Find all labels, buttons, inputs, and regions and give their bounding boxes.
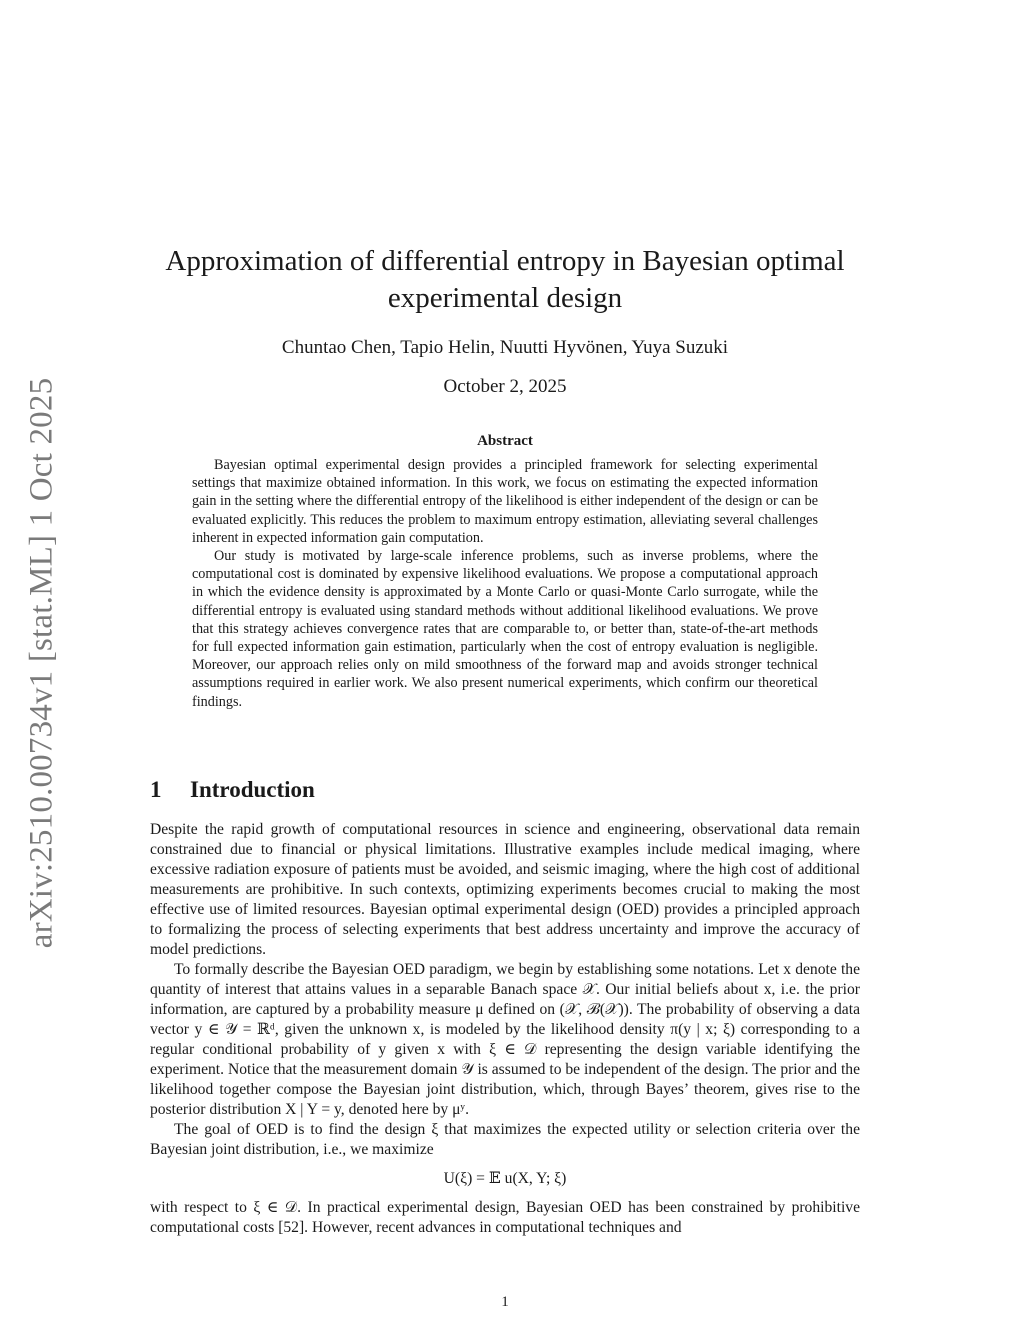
introduction-body [150, 820, 860, 1238]
title-line-2: experimental design [387, 282, 623, 314]
arxiv-stamp [17, 368, 67, 958]
section-number: 1 [150, 777, 162, 802]
title-line-1: Approximation of differential entropy in Bayesian optimal [165, 245, 845, 277]
abstract-paragraph: Our study is motivated by large-scale inference problems, such as inverse problems, where the computational cost is dominated by expensive likelihood evaluations. We propose a computational approach in which the evidence density is approximated by a Monte Carlo or quasi-Monte Carlo surrogate, while the differential entropy is evaluated using standard methods without additional likelihood evaluations. We prove that this strategy achieves convergence rates that are comparable to, or better than, state-of-the-art methods for full expected information gain estimation, particularly when the cost of entropy evaluation is negligible. Moreover, our approach relies only on mild smoothness of the forward map and avoids stronger technical assumptions required in earlier work. We also present numerical experiments, which confirm our theoretical findings. [192, 548, 818, 710]
abstract-body [192, 456, 818, 711]
authors: Chuntao Chen, Tapio Helin, Nuutti Hyvönen, Yuya Suzuki [281, 337, 729, 358]
abstract-paragraph: Bayesian optimal experimental design provides a principled framework for selecting experimental settings that maximize obtained information. In this work, we focus on estimating the expected information gain in the setting where the differential entropy of the likelihood is either independent of the design or can be evaluated explicitly. This reduces the problem to maximum entropy estimation, alleviating several challenges inherent in expected information gain computation. [192, 457, 818, 546]
section-heading [150, 777, 315, 803]
section-title: Introduction [190, 777, 315, 802]
page-number: 1 [501, 1294, 509, 1310]
publication-date: October 2, 2025 [443, 376, 567, 397]
abstract-heading: Abstract [477, 433, 533, 449]
arxiv-stamp-text: arXiv:2510.00734v1 [stat.ML] 1 Oct 2025 [23, 377, 60, 949]
body-paragraph: The goal of OED is to find the design ξ that maximizes the expected utility or selection criteria over the Bayesian joint distribution, i.e., we maximize [150, 1121, 860, 1158]
body-paragraph: Despite the rapid growth of computational resources in science and engineering, observational data remain constrained due to financial or physical limitations. Illustrative examples include medical imaging, where excessive radiation exposure of patients must be avoided, and seismic imaging, where the high cost of additional measurements are prohibitive. In such contexts, optimizing experiments becomes crucial to making the most effective use of limited resources. Bayesian optimal experimental design (OED) provides a principled approach to formalizing the process of selecting experiments that best address uncertainty and improve the accuracy of model predictions. [150, 821, 860, 958]
body-paragraph: To formally describe the Bayesian OED paradigm, we begin by establishing some notations. Let x denote the quantity of interest that attains values in a separable Banach space 𝒳. Our initial beliefs about x, i.e. the prior information, are captured by a probability measure μ defined on (𝒳, ℬ(𝒳)). The probability of observing a data vector y ∈ 𝒴 = ℝᵈ, given the unknown x, is modeled by the likelihood density π(y | x; ξ) corresponding to a regular conditional probability of y given x with ξ ∈ 𝒟 representing the design variable identifying the experiment. Notice that the measurement domain 𝒴 is assumed to be independent of the design. The prior and the likelihood together compose the Bayesian joint distribution, which, through Bayes’ theorem, gives rise to the posterior distribution X | Y = y, denoted here by μʸ. [150, 961, 860, 1118]
display-equation: U(ξ) = 𝔼 u(X, Y; ξ) [443, 1170, 567, 1187]
paper-title [150, 243, 860, 317]
body-paragraph: with respect to ξ ∈ 𝒟. In practical experimental design, Bayesian OED has been constrained by prohibitive computational costs [52]. However, recent advances in computational techniques and [150, 1199, 860, 1236]
